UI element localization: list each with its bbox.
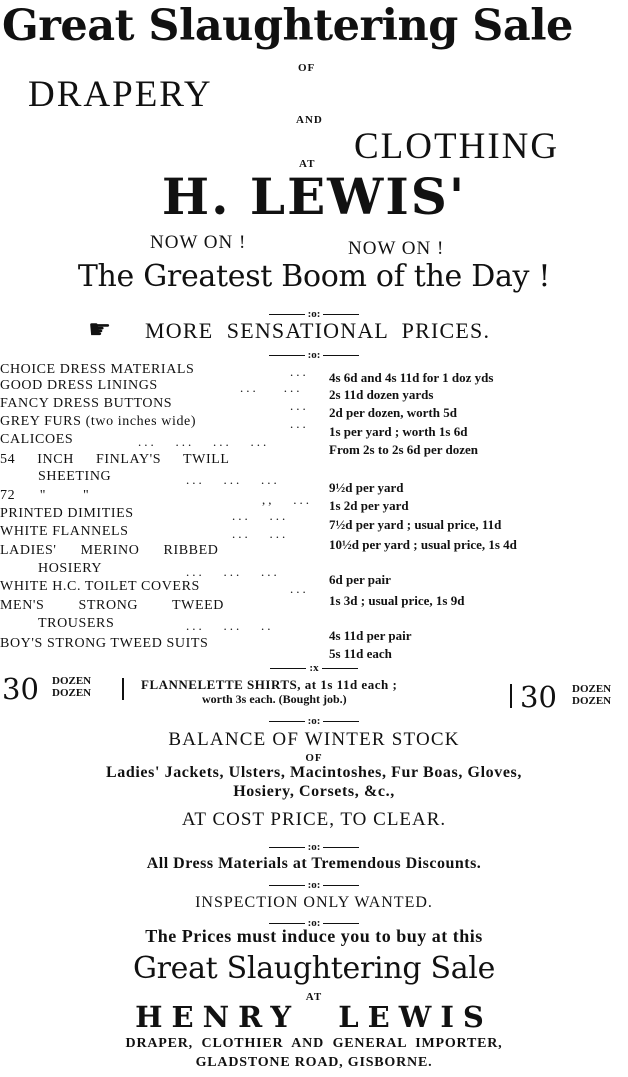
- separator: :o:: [0, 841, 628, 853]
- item-price: 4s 11d per pair: [329, 628, 412, 643]
- separator: :x: [0, 662, 628, 674]
- item-price: 1s per yard ; worth 1s 6d: [329, 424, 468, 439]
- materials-line: All Dress Materials at Tremendous Discounts.: [146, 855, 482, 872]
- footer-line-2: GLADSTONE ROAD, GISBORNE.: [195, 1055, 433, 1070]
- list-item: SHEETING: [38, 469, 112, 484]
- item-price: 10½d per yard ; usual price, 1s 4d: [329, 537, 517, 552]
- item-price: From 2s to 2s 6d per dozen: [329, 442, 479, 457]
- leader-dots: ... ... ..: [186, 618, 274, 633]
- inspection-line: INSPECTION ONLY WANTED.: [195, 894, 433, 911]
- leader-dots: ... ... ... ...: [138, 434, 270, 449]
- drapery-heading: DRAPERY: [28, 74, 213, 115]
- dozen-label: DOZEN: [52, 675, 92, 687]
- at-label: AT: [299, 158, 316, 170]
- list-item: HOSIERY: [38, 561, 103, 576]
- shirts-count-left: 30: [2, 672, 39, 706]
- clothing-heading: CLOTHING: [354, 126, 560, 167]
- headline-repeat: Great Slaughtering Sale: [132, 951, 496, 986]
- list-item: BOY'S STRONG TWEED SUITS: [0, 636, 209, 651]
- item-price: 4s 6d and 4s 11d for 1 doz yds: [329, 370, 494, 385]
- item-price: 6d per pair: [329, 572, 391, 587]
- separator: :o:: [0, 349, 628, 361]
- goods-line-2: Hosiery, Corsets, &c.,: [233, 783, 395, 800]
- balance-heading: BALANCE OF WINTER STOCK: [168, 729, 460, 750]
- leader-dots: ,, ...: [262, 492, 312, 507]
- cost-price-line: AT COST PRICE, TO CLEAR.: [181, 809, 447, 830]
- separator: :o:: [0, 715, 628, 727]
- list-item: WHITE FLANNELS: [0, 524, 129, 539]
- list-item: MEN'S STRONG TWEED: [0, 598, 224, 613]
- leader-dots: ... ... ...: [186, 472, 280, 487]
- shirts-worth: worth 3s each. (Bought job.): [202, 692, 347, 706]
- list-item: 72 " ": [0, 488, 90, 503]
- separator: :o:: [0, 917, 628, 929]
- at-label: AT: [305, 991, 323, 1003]
- leader-dots: ... ...: [232, 508, 289, 523]
- list-item: TROUSERS: [38, 616, 115, 631]
- item-price: 2s 11d dozen yards: [329, 387, 434, 402]
- merchant-name: H. LEWIS': [161, 167, 467, 226]
- divider-bar: [510, 684, 512, 708]
- item-price: 7½d per yard ; usual price, 11d: [329, 517, 502, 532]
- list-item: CHOICE DRESS MATERIALS: [0, 362, 195, 377]
- shirts-offer: FLANNELETTE SHIRTS, at 1s 11d each ;: [141, 677, 398, 692]
- list-item: PRINTED DIMITIES: [0, 506, 134, 521]
- item-price: 5s 11d each: [329, 646, 392, 661]
- footer-line-1: DRAPER, CLOTHIER AND GENERAL IMPORTER,: [125, 1036, 503, 1051]
- boom-line: The Greatest Boom of the Day !: [77, 259, 551, 294]
- dozen-label: DOZEN: [572, 683, 612, 695]
- of-label: OF: [305, 752, 323, 764]
- leader-dots: ... ...: [240, 380, 303, 395]
- and-label: AND: [296, 114, 323, 126]
- of-label: OF: [298, 62, 316, 74]
- prices-induce-line: The Prices must induce you to buy at this: [145, 926, 483, 946]
- item-price: 1s 3d ; usual price, 1s 9d: [329, 593, 465, 608]
- leader-dots: ... ... ...: [186, 564, 280, 579]
- list-item: CALICOES: [0, 432, 74, 447]
- item-price: 1s 2d per yard: [329, 498, 409, 513]
- headline: Great Slaughtering Sale: [2, 1, 573, 51]
- leader-dots: ...: [290, 581, 309, 596]
- list-item: LADIES' MERINO RIBBED: [0, 543, 219, 558]
- list-item: WHITE H.C. TOILET COVERS: [0, 579, 200, 594]
- dozen-label: DOZEN: [572, 695, 612, 707]
- leader-dots: ...: [290, 364, 309, 379]
- henry-lewis: HENRY LEWIS: [135, 1000, 493, 1034]
- list-item: GREY FURS (two inches wide): [0, 414, 197, 429]
- now-on-left: NOW ON !: [150, 232, 247, 253]
- leader-dots: ... ...: [232, 526, 289, 541]
- goods-line-1: Ladies' Jackets, Ulsters, Macintoshes, Fur Boas, Gloves,: [106, 764, 522, 781]
- divider-bar: [122, 678, 124, 700]
- pointing-hand-icon: ☛: [88, 315, 112, 345]
- list-item: GOOD DRESS LININGS: [0, 378, 158, 393]
- list-item: 54 INCH FINLAY'S TWILL: [0, 452, 230, 467]
- separator: :o:: [0, 308, 628, 320]
- shirts-count-right: 30: [520, 680, 557, 714]
- list-item: FANCY DRESS BUTTONS: [0, 396, 173, 411]
- dozen-label: DOZEN: [52, 687, 92, 699]
- item-price: 9½d per yard: [329, 480, 404, 495]
- sensational-heading: MORE SENSATIONAL PRICES.: [145, 318, 491, 343]
- item-price: 2d per dozen, worth 5d: [329, 405, 457, 420]
- leader-dots: ...: [290, 398, 309, 413]
- leader-dots: ...: [290, 416, 309, 431]
- now-on-right: NOW ON !: [348, 238, 445, 259]
- separator: :o:: [0, 879, 628, 891]
